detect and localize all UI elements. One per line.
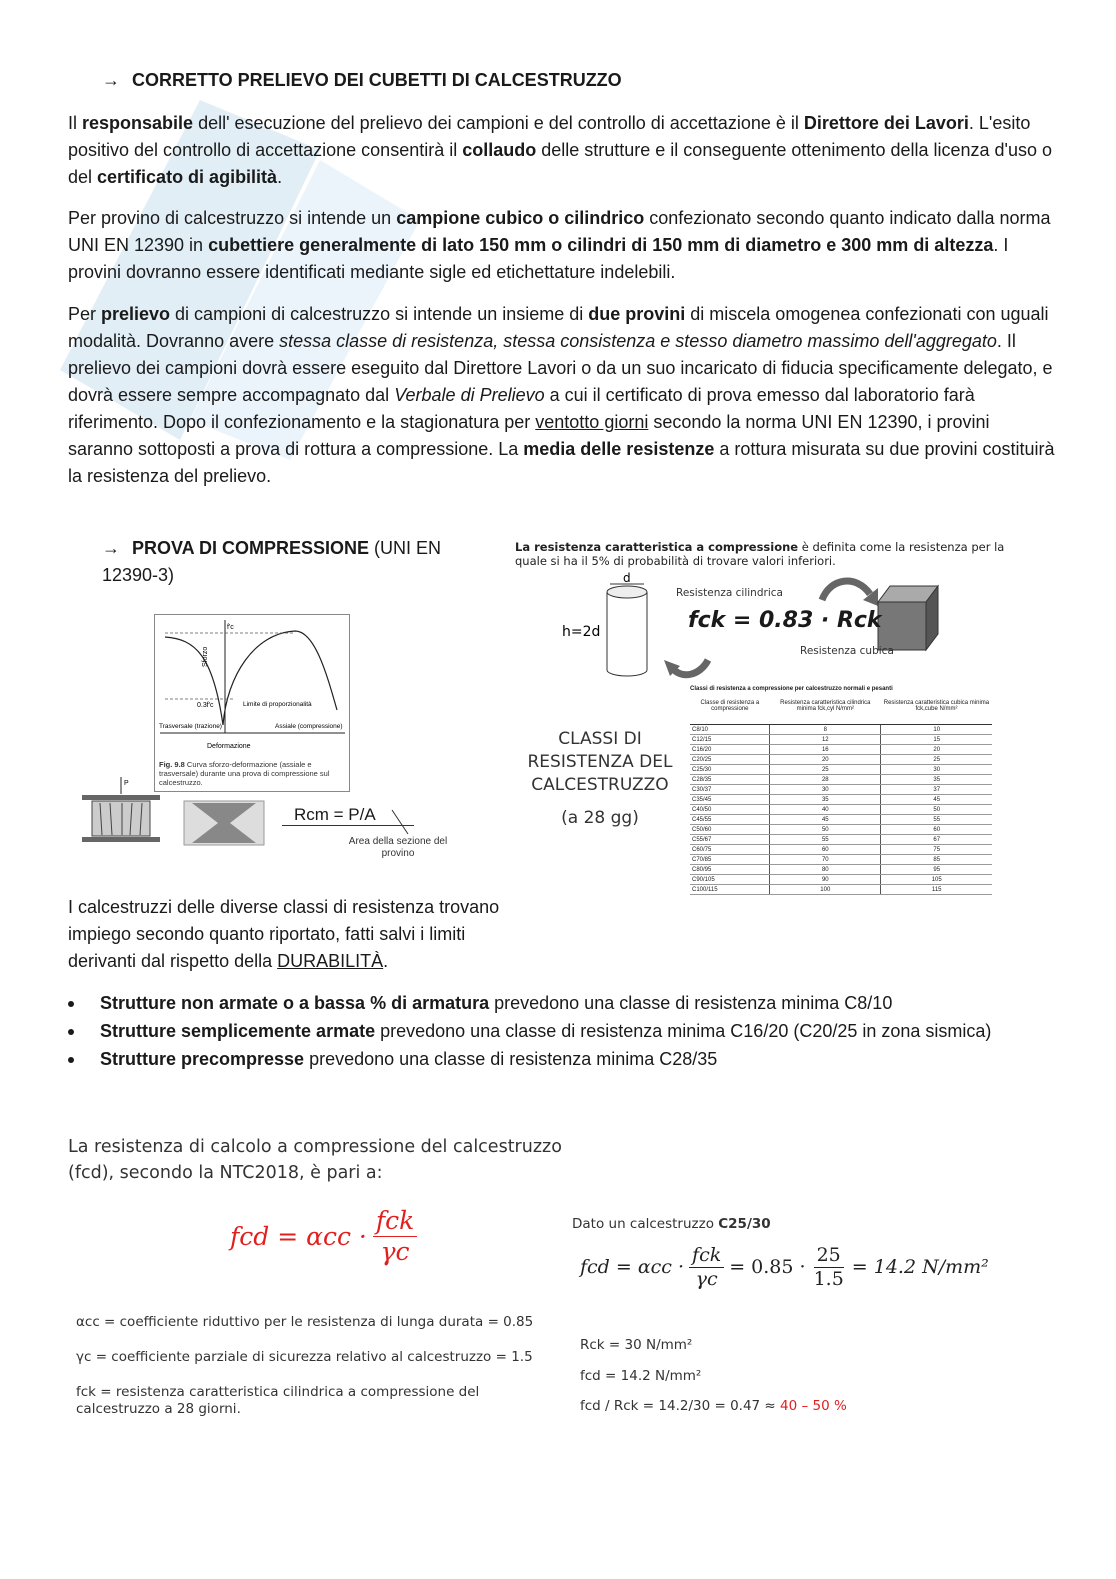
bullet-bold: Strutture semplicemente armate xyxy=(100,1021,376,1041)
assiale-label: Assiale (compressione) xyxy=(275,723,343,730)
classes-title: CLASSI DI RESISTENZA DEL CALCESTRUZZO xyxy=(527,729,673,795)
fcd-value: fcd = 14.2 N/mm² xyxy=(580,1368,702,1384)
formula-arrow-icon xyxy=(388,808,418,838)
section-heading-text: CORRETTO PRELIEVO DEI CUBETTI DI CALCESTRUZZO xyxy=(132,70,622,90)
structure-bullets xyxy=(68,990,1058,1074)
limit-label: 0.3f'c xyxy=(197,702,214,709)
table-cell: 80 xyxy=(770,865,881,875)
cubic-label: Resistenza cubica xyxy=(800,645,894,657)
classes-table-title: Classi di resistenza a compressione per calcestruzzo normali e pesanti xyxy=(690,686,893,692)
cylindrical-label: Resistenza cilindrica xyxy=(676,587,783,599)
table-row xyxy=(690,805,992,815)
arrow-icon: → xyxy=(102,70,120,90)
table-cell: 70 xyxy=(770,855,881,865)
p-label: P xyxy=(124,780,129,787)
fcd-formula: fcd = αcc · $\frac{\text{fck}}{\gamma c}$ xyxy=(230,1206,417,1267)
table-cell: C30/37 xyxy=(690,785,770,795)
table-cell: 30 xyxy=(881,765,992,775)
table-cell: 115 xyxy=(881,885,992,895)
fck-formula: fck = 0.83 · Rck xyxy=(688,608,882,633)
table-cell: 25 xyxy=(881,755,992,765)
table-row xyxy=(690,885,992,895)
table-cell: C35/45 xyxy=(690,795,770,805)
design-intro: La resistenza di calcolo a compressione del calcestruzzo (fcd), secondo la NTC2018, è pari a: xyxy=(68,1137,562,1183)
table-cell: C8/10 xyxy=(690,725,770,735)
table-cell: 35 xyxy=(770,795,881,805)
table-cell: C90/105 xyxy=(690,875,770,885)
arrow-icon: → xyxy=(102,538,120,558)
table-cell: 60 xyxy=(881,825,992,835)
table-cell: C16/20 xyxy=(690,745,770,755)
table-cell: C40/50 xyxy=(690,805,770,815)
table-cell: 45 xyxy=(881,795,992,805)
example-formula: fcd = αcc · $\frac{\text{fck}}{\gamma c}$ = 0.85 · $\frac{25}{1.5}$ = 14.2 N/mm² xyxy=(580,1244,989,1290)
ylabel-sforzo: Sforzo xyxy=(202,646,209,667)
bullet-text: prevedono una classe di resistenza minima C16/20 (C20/25 in zona sismica) xyxy=(375,1021,992,1041)
table-row xyxy=(690,755,992,765)
fck-definition: fck = resistenza caratteristica cilindrica a compressione del calcestruzzo a 28 giorni. xyxy=(76,1384,480,1417)
rck-value: Rck = 30 N/mm² xyxy=(580,1337,693,1353)
table-cell: 12 xyxy=(770,735,881,745)
table-row xyxy=(690,765,992,775)
table-row xyxy=(690,875,992,885)
table-cell: 85 xyxy=(881,855,992,865)
gamma-definition: γc = coefficiente parziale di sicurezza relativo al calcestruzzo = 1.5 xyxy=(76,1349,533,1365)
paragraph-responsabile: Il responsabile dell' esecuzione del prelievo dei campioni e del controllo di accettazione è il Direttore dei Lavori. L'esito positivo del controllo di accettazione consentirà il collaudo delle strutture e il conseguente ottenimento della licenza d'uso o del certificato di agibilità. xyxy=(68,113,1052,187)
table-cell: 8 xyxy=(770,725,881,735)
alpha-definition: αcc = coefficiente riduttivo per le resistenza di lunga durata = 0.85 xyxy=(76,1314,534,1330)
table-row xyxy=(690,775,992,785)
table-cell: C100/115 xyxy=(690,885,770,895)
table-cell: 50 xyxy=(770,825,881,835)
table-cell: 90 xyxy=(770,875,881,885)
table-row xyxy=(690,855,992,865)
table-cell: 75 xyxy=(881,845,992,855)
bullet-bold: Strutture precompresse xyxy=(100,1049,305,1069)
specimen-compression-drawings xyxy=(80,775,270,850)
table-cell: 60 xyxy=(770,845,881,855)
table-cell: 105 xyxy=(881,875,992,885)
table-cell: C25/30 xyxy=(690,765,770,775)
bullet-item xyxy=(68,1046,1058,1073)
table-header: Classe di resistenza a compressione xyxy=(690,700,770,725)
table-cell: C80/95 xyxy=(690,865,770,875)
classes-subtitle: (a 28 gg) xyxy=(561,808,639,828)
trasversale-label: Trasversale (trazione) xyxy=(159,723,222,730)
table-cell: 35 xyxy=(881,775,992,785)
d-label: d xyxy=(623,572,631,585)
paragraph-provino: Per provino di calcestruzzo si intende un campione cubico o cilindrico confezionato secondo quanto indicato dalla norma UNI EN 12390 in cubettiere generalmente di lato 150 mm o cilindri di 150 mm di diametro e 300 mm di altezza. I provini dovranno essere identificati mediante sigle ed etichettature indelebili. xyxy=(68,208,1051,282)
table-cell: 100 xyxy=(770,885,881,895)
bullet-text: prevedono una classe di resistenza minima C8/10 xyxy=(489,993,893,1013)
table-cell: 10 xyxy=(881,725,992,735)
bullet-dot-icon xyxy=(68,1001,74,1007)
table-row xyxy=(690,785,992,795)
characteristic-strength-intro: La resistenza caratteristica a compressione è definita come la resistenza per la quale si ha il 5% di probabilità di trovare valori inferiori. xyxy=(515,540,1005,568)
table-row xyxy=(690,825,992,835)
table-cell: 28 xyxy=(770,775,881,785)
xlabel-deformazione: Deformazione xyxy=(207,743,251,750)
table-cell: C45/55 xyxy=(690,815,770,825)
paragraph-durabilita: I calcestruzzi delle diverse classi di resistenza trovano impiego secondo quanto riportato, fatti salvi i limiti derivanti dal rispetto della DURABILITÀ. xyxy=(68,897,500,971)
bullet-bold: Strutture non armate o a bassa % di armatura xyxy=(100,993,490,1013)
stress-strain-curve xyxy=(155,615,349,755)
proportional-label: Limite di proporzionalità xyxy=(243,701,312,708)
table-cell: 15 xyxy=(881,735,992,745)
table-cell: C70/85 xyxy=(690,855,770,865)
table-row xyxy=(690,745,992,755)
table-cell: C12/15 xyxy=(690,735,770,745)
stress-strain-figure xyxy=(154,614,350,792)
table-cell: 20 xyxy=(770,755,881,765)
table-cell: 50 xyxy=(881,805,992,815)
example-intro: Dato un calcestruzzo C25/30 xyxy=(572,1216,771,1232)
classes-table xyxy=(690,700,992,895)
table-row xyxy=(690,735,992,745)
table-cell: 67 xyxy=(881,835,992,845)
h-label: h=2d xyxy=(562,624,601,640)
table-cell: 20 xyxy=(881,745,992,755)
table-cell: C20/25 xyxy=(690,755,770,765)
table-cell: 16 xyxy=(770,745,881,755)
fc-label: f'c xyxy=(227,624,234,631)
table-cell: C60/75 xyxy=(690,845,770,855)
table-cell: 40 xyxy=(770,805,881,815)
bullet-item xyxy=(68,990,1058,1017)
table-row xyxy=(690,795,992,805)
table-cell: 45 xyxy=(770,815,881,825)
rcm-note: Area della sezione del provino xyxy=(348,836,448,859)
table-cell: 30 xyxy=(770,785,881,795)
table-row xyxy=(690,845,992,855)
table-cell: C28/35 xyxy=(690,775,770,785)
table-cell: C50/60 xyxy=(690,825,770,835)
table-cell: 25 xyxy=(770,765,881,775)
bullet-dot-icon xyxy=(68,1057,74,1063)
section-heading-prelievo xyxy=(102,70,622,91)
rcm-formula: Rcm = P/A xyxy=(282,805,414,826)
bullet-text: prevedono una classe di resistenza minima C28/35 xyxy=(304,1049,718,1069)
table-cell: 55 xyxy=(770,835,881,845)
bullet-item xyxy=(68,1018,1058,1045)
table-cell: 95 xyxy=(881,865,992,875)
table-row xyxy=(690,865,992,875)
paragraph-prelievo: Per prelievo di campioni di calcestruzzo si intende un insieme di due provini di miscela omogenea confezionati con uguali modalità. Dovranno avere stessa classe di resistenza, stessa consistenza e stesso diametro massimo dell'aggregato. Il prelievo dei campioni dovrà essere eseguito dal Direttore Lavori o da un suo incaricato di fiducia specificamente delegato, e dovrà essere sempre accompagnato dal Verbale di Prelievo a cui il certificato di prova emesso dal laboratorio farà riferimento. Dopo il confezionamento e la stagionatura per ventotto giorni secondo la norma UNI EN 12390, i provini saranno sottoposti a prova di rottura a compressione. La media delle resistenze a rottura misurata su due provini costituirà la resistenza del prelievo. xyxy=(68,304,1055,486)
table-cell: C55/67 xyxy=(690,835,770,845)
table-header: Resistenza caratteristica cilindrica minima fck,cyl N/mm² xyxy=(770,700,881,725)
figure-caption: Fig. 9.8 Curva sforzo-deformazione (assiale e trasversale) durante una prova di compressione sul calcestruzzo. xyxy=(159,760,330,787)
table-header: Resistenza caratteristica cubica minima fck,cube N/mm² xyxy=(881,700,992,725)
table-row xyxy=(690,835,992,845)
section-heading-compressione: → PROVA DI COMPRESSIONE (UNI EN 12390-3) xyxy=(102,535,482,589)
table-cell: 55 xyxy=(881,815,992,825)
table-row xyxy=(690,815,992,825)
table-cell: 37 xyxy=(881,785,992,795)
bullet-dot-icon xyxy=(68,1029,74,1035)
ratio-value: fcd / Rck = 14.2/30 = 0.47 ≈ 40 – 50 % xyxy=(580,1398,847,1414)
table-row xyxy=(690,725,992,735)
